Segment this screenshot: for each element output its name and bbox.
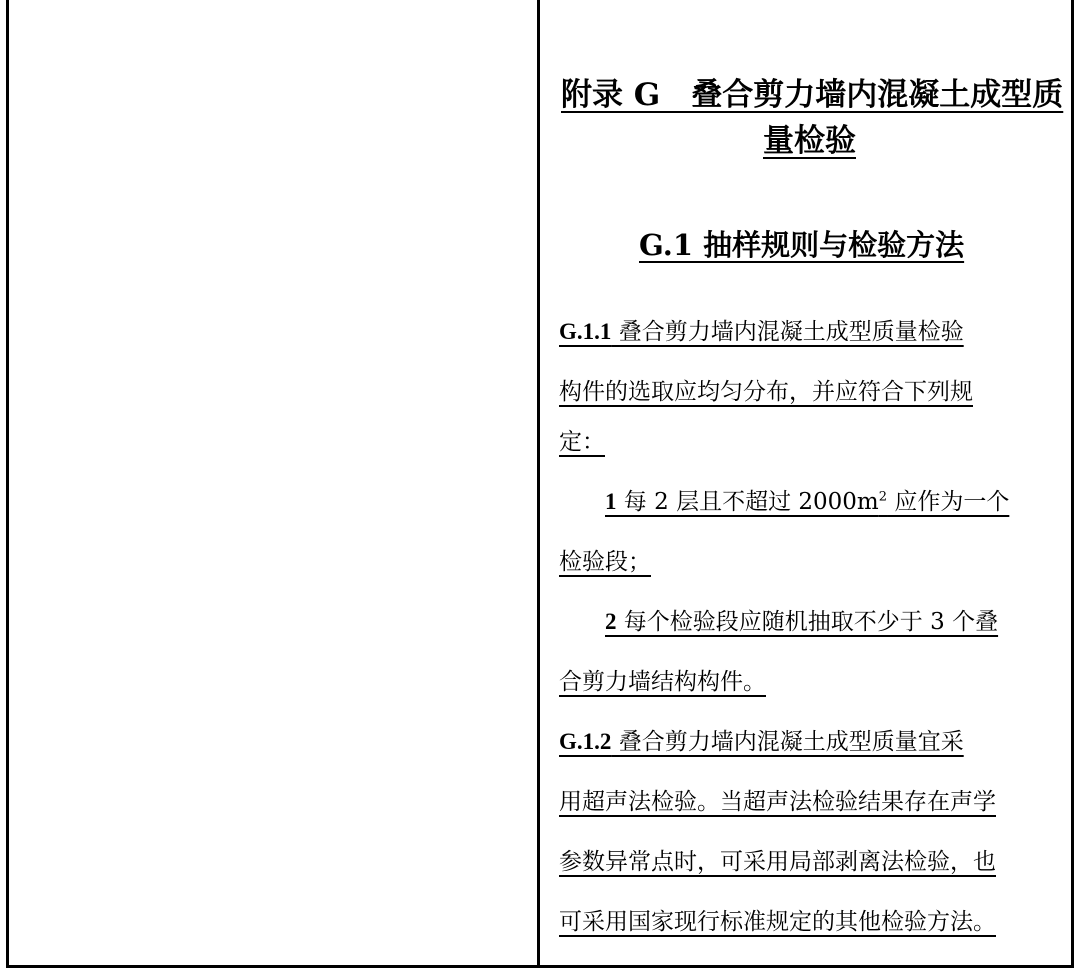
item-2-line-2: 合剪力墙结构构件。 — [559, 669, 766, 695]
item-1-line-1 — [605, 488, 1009, 516]
left-empty-cell — [9, 0, 540, 965]
item-2-text-line-1: 每个检验段应随机抽取不少于 3 个叠 — [616, 609, 999, 635]
clause-g111-number: G.1.1 — [559, 319, 612, 344]
clause-g111-text-line-1: 叠合剪力墙内混凝土成型质量检验 — [611, 319, 964, 345]
clause-g112-line-4: 可采用国家现行标准规定的其他检验方法。 — [559, 909, 996, 935]
clause-g112-line-1 — [559, 728, 964, 756]
right-content-cell — [543, 0, 1071, 965]
clause-g112-line-2: 用超声法检验。当超声法检验结果存在声学 — [559, 789, 996, 815]
clause-g111-line-1 — [559, 318, 964, 346]
clause-g112-line-3: 参数异常点时，可采用局部剥离法检验，也 — [559, 849, 996, 875]
square-meter-superscript: 2 — [878, 489, 888, 505]
appendix-title-line-1: 附录 G 叠合剪力墙内混凝土成型质 — [561, 77, 1064, 113]
item-2-number: 2 — [605, 609, 617, 634]
clause-g112-text-line-1: 叠合剪力墙内混凝土成型质量宜采 — [611, 729, 964, 755]
appendix-title-line-2: 量检验 — [763, 123, 856, 159]
item-1-line-2: 检验段； — [559, 549, 651, 575]
item-1-number: 1 — [605, 489, 617, 514]
item-1-text-part-2: 应作为一个 — [887, 489, 1010, 515]
clause-g112-number: G.1.2 — [559, 729, 612, 754]
clause-g111-line-2: 构件的选取应均匀分布，并应符合下列规 — [559, 379, 973, 405]
document-table — [6, 0, 1074, 968]
item-2-line-1 — [605, 608, 998, 636]
section-heading: G.1 抽样规则与检验方法 — [639, 228, 965, 262]
item-1-text-part-1: 每 2 层且不超过 2000m — [616, 489, 879, 515]
clause-g111-line-3: 定： — [559, 429, 605, 455]
